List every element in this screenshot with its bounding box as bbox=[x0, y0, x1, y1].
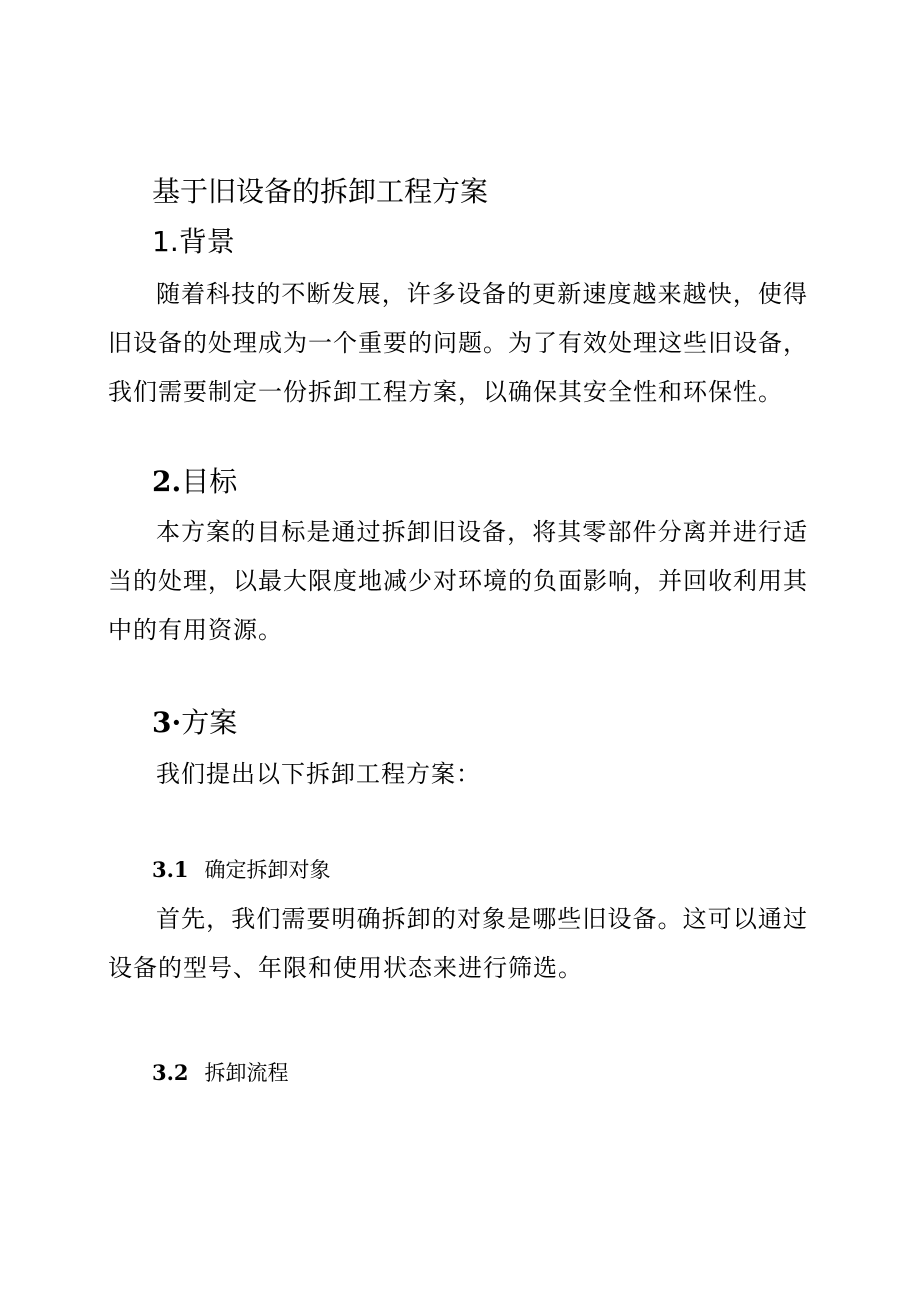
section-number: 2. bbox=[152, 465, 182, 498]
section-title: 方案 bbox=[181, 706, 238, 739]
subsection-body-target: 首先，我们需要明确拆卸的对象是哪些旧设备。这可以通过设备的型号、年限和使用状态来进行筛选。 bbox=[108, 905, 808, 982]
section-title: 背景 bbox=[178, 225, 235, 258]
section-number: 3· bbox=[152, 706, 182, 739]
section-heading-plan bbox=[152, 703, 237, 743]
subsection-number: 3.2 bbox=[152, 1060, 189, 1085]
document-title: 基于旧设备的拆卸工程方案 bbox=[152, 175, 489, 208]
section-title: 目标 bbox=[181, 465, 238, 498]
subsection-heading-target bbox=[152, 855, 331, 885]
subsection-title: 确定拆卸对象 bbox=[204, 858, 331, 882]
section-body-plan: 我们提出以下拆卸工程方案： bbox=[156, 760, 481, 788]
section-body-goal: 本方案的目标是通过拆卸旧设备，将其零部件分离并进行适当的处理，以最大限度地减少对环境的负面影响，并回收利用其中的有用资源。 bbox=[108, 518, 808, 644]
section-body-background: 随着科技的不断发展，许多设备的更新速度越来越快，使得旧设备的处理成为一个重要的问题。为了有效处理这些旧设备，我们需要制定一份拆卸工程方案，以确保其安全性和环保性。 bbox=[108, 280, 808, 406]
subsection-number: 3.1 bbox=[152, 857, 189, 882]
section-heading-background bbox=[152, 222, 235, 262]
subsection-heading-process bbox=[152, 1058, 289, 1088]
subsection-title: 拆卸流程 bbox=[204, 1061, 289, 1085]
section-number: 1. bbox=[152, 225, 179, 258]
section-heading-goal bbox=[152, 462, 237, 502]
